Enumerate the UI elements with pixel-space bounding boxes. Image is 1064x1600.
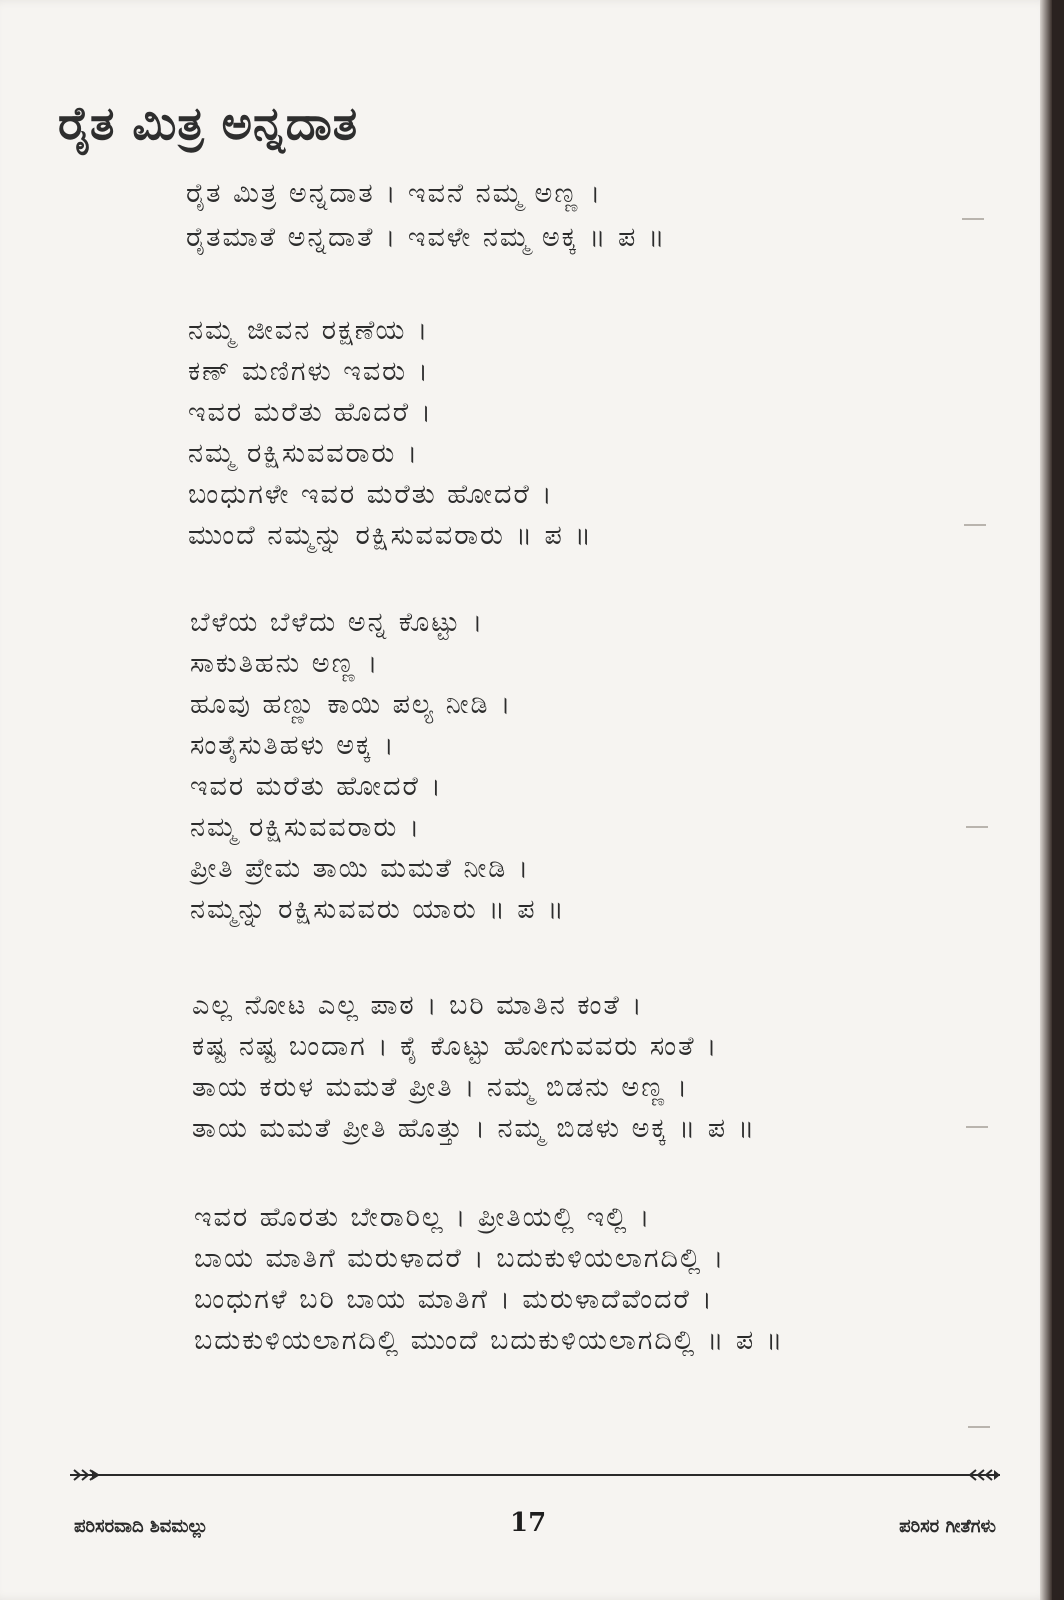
- stanza-5: [194, 1197, 784, 1361]
- footer-author: ಪರಿಸರವಾದಿ ಶಿವಮಲ್ಲು: [74, 1516, 208, 1537]
- poem-line: ನಮ್ಮ ರಕ್ಷಿಸುವವರಾರು ।: [188, 438, 420, 469]
- poem-line: ಬಂಧುಗಳೇ ಇವರ ಮರೆತು ಹೋದರೆ ।: [188, 479, 554, 510]
- poem-line: ಬಂಧುಗಳೆ ಬರಿ ಬಾಯ ಮಾತಿಗೆ । ಮರುಳಾದೆವೆಂದರೆ ।: [194, 1284, 714, 1315]
- margin-tick: [966, 826, 988, 828]
- poem-line: ರೈತ ಮಿತ್ರ ಅನ್ನದಾತ । ಇವನೆ ನಮ್ಮ ಅಣ್ಣ ।: [186, 178, 603, 209]
- poem-line: ಬೆಳೆಯ ಬೆಳೆದು ಅನ್ನ ಕೊಟ್ಟು ।: [190, 607, 485, 638]
- page-edge: [1040, 0, 1052, 1600]
- stanza-3: [190, 602, 566, 930]
- stanza-2: [188, 310, 593, 556]
- poem-line: ಕಷ್ಟ ನಷ್ಟ ಬಂದಾಗ । ಕೈ ಕೊಟ್ಟು ಹೋಗುವವರು ಸಂತೆ ।: [192, 1031, 719, 1062]
- poem-line: ಇವರ ಹೊರತು ಬೇರಾರಿಲ್ಲ । ಪ್ರೀತಿಯಲ್ಲಿ ಇಲ್ಲಿ ।: [194, 1202, 652, 1233]
- margin-tick: [968, 1426, 990, 1428]
- poem-line: ಪ್ರೀತಿ ಪ್ರೇಮ ತಾಯಿ ಮಮತೆ ನೀಡಿ ।: [190, 853, 531, 884]
- stanza-4: [192, 985, 756, 1149]
- stanza-1: [186, 172, 666, 260]
- poem-line: ಬಾಯ ಮಾತಿಗೆ ಮರುಳಾದರೆ । ಬದುಕುಳಿಯಲಾಗದಿಲ್ಲಿ ।: [194, 1243, 726, 1274]
- footer-book-title: ಪರಿಸರ ಗೀತೆಗಳು: [899, 1516, 996, 1537]
- poem-line: ಬದುಕುಳಿಯಲಾಗದಿಲ್ಲಿ ಮುಂದೆ ಬದುಕುಳಿಯಲಾಗದಿಲ್ಲಿ ॥ ಪ ॥: [194, 1325, 785, 1356]
- poem-title: ರೈತ ಮಿತ್ರ ಅನ್ನದಾತ: [58, 96, 359, 150]
- decorative-arrow-rule: [70, 1468, 1000, 1482]
- page-number: 17: [510, 1508, 547, 1538]
- margin-tick: [966, 1126, 988, 1128]
- margin-tick: [962, 218, 984, 220]
- poem-line: ಹೂವು ಹಣ್ಣು ಕಾಯಿ ಪಲ್ಯ ನೀಡಿ ।: [190, 689, 513, 720]
- poem-line: ಸಂತೈಸುತಿಹಳು ಅಕ್ಕ ।: [190, 730, 396, 761]
- poem-line: ಮುಂದೆ ನಮ್ಮನ್ನು ರಕ್ಷಿಸುವವರಾರು ॥ ಪ ॥: [188, 520, 593, 551]
- poem-line: ಇವರ ಮರೆತು ಹೊದರೆ ।: [188, 397, 433, 428]
- poem-line: ಇವರ ಮರೆತು ಹೋದರೆ ।: [190, 771, 443, 802]
- poem-line: ತಾಯ ಮಮತೆ ಪ್ರೀತಿ ಹೊತ್ತು । ನಮ್ಮ ಬಿಡಳು ಅಕ್ಕ ॥ ಪ ॥: [192, 1113, 757, 1144]
- poem-line: ನಮ್ಮ ಜೀವನ ರಕ್ಷಣೆಯ ।: [188, 315, 430, 346]
- poem-line: ಎಲ್ಲ ನೋಟ ಎಲ್ಲ ಪಾಠ । ಬರಿ ಮಾತಿನ ಕಂತೆ ।: [192, 990, 644, 1021]
- poem-line: ರೈತಮಾತೆ ಅನ್ನದಾತೆ । ಇವಳೇ ನಮ್ಮ ಅಕ್ಕ ॥ ಪ ॥: [186, 222, 667, 253]
- poem-line: ನಮ್ಮನ್ನು ರಕ್ಷಿಸುವವರು ಯಾರು ॥ ಪ ॥: [190, 894, 566, 925]
- margin-tick: [964, 524, 986, 526]
- poem-line: ಸಾಕುತಿಹನು ಅಣ್ಣ ।: [190, 648, 380, 679]
- poem-line: ಕಣ್ ಮಣಿಗಳು ಇವರು ।: [188, 356, 430, 387]
- poem-line: ನಮ್ಮ ರಕ್ಷಿಸುವವರಾರು ।: [190, 812, 422, 843]
- poem-line: ತಾಯ ಕರುಳ ಮಮತೆ ಪ್ರೀತಿ । ನಮ್ಮ ಬಿಡನು ಅಣ್ಣ ।: [192, 1072, 689, 1103]
